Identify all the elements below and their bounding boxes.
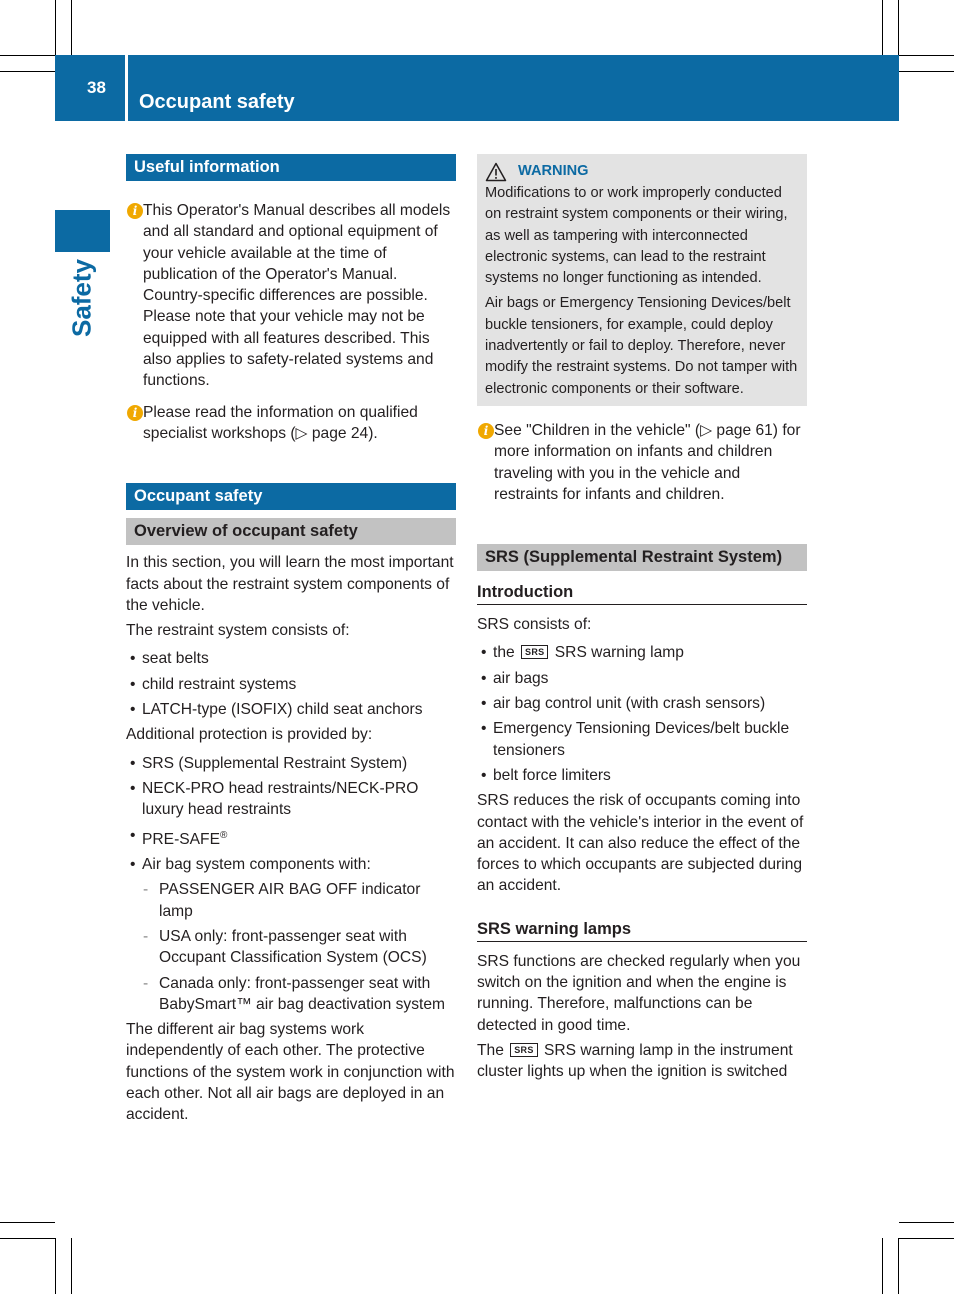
list-item: • NECK-PRO head restraints/NECK-PRO luxury head restraints [126,778,456,821]
paragraph-text: SRS warning lamp in the instrument cluster lights up when the ignition is switched [477,1041,793,1081]
page-number: 38 [87,78,106,97]
section-heading-occupant-safety: Occupant safety [126,483,456,510]
warning-text: Modifications to or work improperly conducted on restraint system components or their wiring, as well as tampering with interconnected electronic systems, can lead to the restraint systems no longer functioning as intended. [485,185,788,287]
crop-mark [898,1238,899,1294]
info-text: See "Children in the vehicle" (▷ page 61) for more information on infants and children traveling with you in the vehicle and restraints for infants and children. [494,421,801,503]
list-item: • seat belts [126,648,456,669]
info-note [126,402,456,445]
paragraph: SRS reduces the risk of occupants coming into contact with the vehicle's interior in the event of an accident. It can also reduce the effect of the forces to which occupants are subjected during an accident. [477,792,804,895]
page-header [55,55,899,121]
list-item: • LATCH-type (ISOFIX) child seat anchors [126,699,456,720]
list-item: • child restraint systems [126,674,456,695]
info-note [477,420,807,505]
paragraph: Additional protection is provided by: [126,726,373,744]
list-item: • SRS (Supplemental Restraint System) [126,753,456,774]
warning-text: Air bags or Emergency Tensioning Devices/belt buckle tensioners, for example, could deploy inadvertently or fail to deploy. Therefore, never modify the restraint systems. Do not tamper with electronic components or their software. [485,295,798,397]
crop-mark [71,1238,72,1294]
section-heading-useful-information: Useful information [126,154,456,181]
heading-introduction: Introduction [477,582,807,605]
right-column [477,154,807,1083]
paragraph: SRS functions are checked regularly when you switch on the ignition and when the engine is running. Therefore, malfunctions can be detected in good time. [477,952,801,1034]
bullet-list [477,642,807,786]
list-item: • air bag control unit (with crash sensors) [477,693,807,714]
crop-mark [55,0,56,55]
crop-mark [0,55,55,56]
warning-heading [485,160,800,183]
paragraph [477,1040,807,1083]
left-column [126,154,456,1126]
sub-list-item: - Canada only: front-passenger seat with BabySmart™ air bag deactivation system [126,973,456,1016]
heading-srs-warning-lamps: SRS warning lamps [477,919,807,942]
list-item: • Air bag system components with: [126,854,456,875]
list-item-text: SRS warning lamp [554,644,684,662]
crop-mark [55,1238,56,1294]
bullet-list [126,753,456,876]
sub-list-item: - USA only: front-passenger seat with Occupant Classification System (OCS) [126,926,456,969]
info-note [126,200,456,392]
paragraph: In this section, you will learn the most important facts about the restraint system components of the vehicle. [126,554,454,614]
info-icon: i [127,405,143,421]
header-divider [125,55,128,121]
info-text: Please read the information on qualified specialist workshops (▷ page 24). [143,403,418,442]
page-title: Occupant safety [139,91,295,113]
crop-mark [882,1238,883,1294]
warning-box [477,154,807,406]
crop-mark [899,1222,954,1223]
paragraph: The different air bag systems work independently of each other. The protective functions of the system work in conjunction with each other. Not all air bags are deployed in an accident. [126,1021,455,1124]
list-item: • Emergency Tensioning Devices/belt buckle tensioners [477,718,807,761]
info-icon: i [127,203,143,219]
crop-mark [898,0,899,55]
subsection-heading-overview: Overview of occupant safety [126,518,456,545]
warning-label: WARNING [518,163,589,179]
list-item: • air bags [477,668,807,689]
side-tab-marker [55,210,110,252]
list-item [126,825,456,850]
list-item: • belt force limiters [477,765,807,786]
crop-mark [0,71,55,72]
registered-mark: ® [219,829,228,841]
srs-warning-lamp-icon: SRS [521,645,548,659]
info-icon: i [478,423,494,439]
paragraph: SRS consists of: [477,616,592,634]
warning-triangle-icon [485,162,507,182]
crop-mark [71,0,72,55]
list-item [477,642,807,663]
crop-mark [899,1238,954,1239]
crop-mark [0,1222,55,1223]
side-tab-label: Safety [66,258,97,338]
srs-warning-lamp-icon: SRS [510,1043,537,1057]
paragraph: The restraint system consists of: [126,622,350,640]
presafe-text: PRE-SAFE [142,830,220,848]
list-item-text: the [493,644,515,662]
dash-list [126,879,456,1015]
sub-list-item: - PASSENGER AIR BAG OFF indicator lamp [126,879,456,922]
paragraph-text: The [477,1041,504,1059]
crop-mark [0,1238,55,1239]
crop-mark [882,0,883,55]
crop-mark [899,55,954,56]
bullet-list [126,648,456,720]
crop-mark [899,71,954,72]
info-text: This Operator's Manual describes all models and all standard and optional equipment of your vehicle available at the time of publication of the Operator's Manual. Country-specific differences are possible. Please note that your vehicle may not be equipped with all features described. This also applies to safety-related systems and functions. [143,202,451,390]
subsection-heading-srs: SRS (Supplemental Restraint System) [477,544,807,571]
